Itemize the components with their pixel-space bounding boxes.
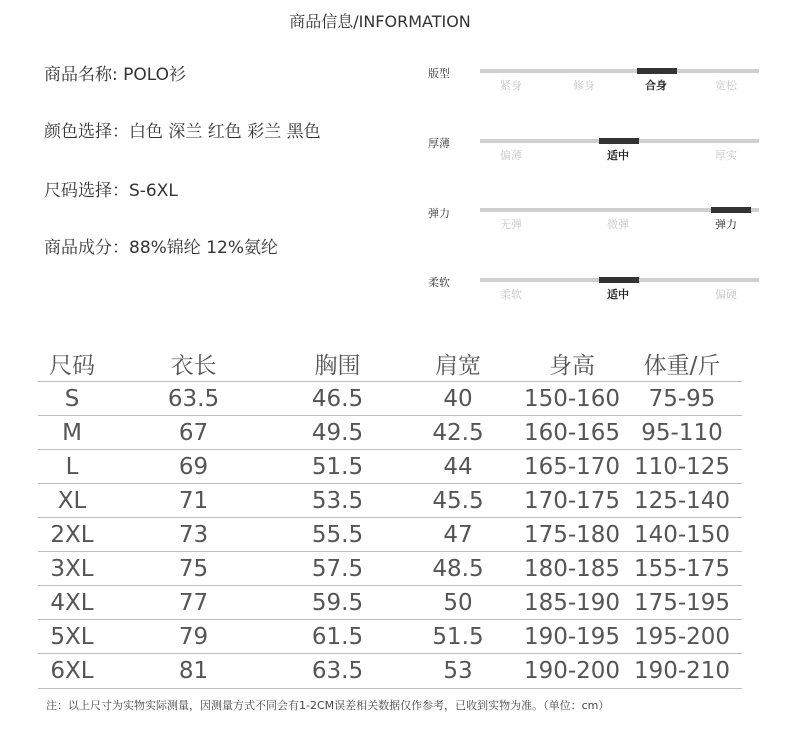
table-cell: 75 xyxy=(106,552,281,586)
table-cell: 75-95 xyxy=(622,382,742,416)
scale-option-selected: 弹力 xyxy=(715,218,737,231)
table-cell: 44 xyxy=(394,450,522,484)
header-size: 尺码 xyxy=(38,346,106,382)
table-cell: 81 xyxy=(178,657,209,684)
table-cell: 185-190 xyxy=(522,586,622,620)
header-length: 衣长 xyxy=(106,346,281,382)
scale-option: 柔软 xyxy=(500,288,522,301)
table-cell: 40 xyxy=(394,382,522,416)
scale-label-thickness: 厚薄 xyxy=(428,137,450,150)
scale-option: 微弹 xyxy=(607,218,629,231)
table-row xyxy=(38,586,742,620)
table-cell: 79 xyxy=(106,620,281,654)
table-cell: 67 xyxy=(106,416,281,450)
table-cell: 175-180 xyxy=(522,518,622,552)
scale-option-selected: 适中 xyxy=(607,288,629,301)
table-cell: 160-165 xyxy=(522,416,622,450)
table-header-row xyxy=(38,346,742,382)
size-range: 尺码选择：S-6XL xyxy=(44,181,178,201)
table-cell: 57.5 xyxy=(281,552,394,586)
table-cell: 175-195 xyxy=(622,586,742,620)
product-name: 商品名称: POLO衫 xyxy=(44,65,187,85)
table-cell: 48.5 xyxy=(394,552,522,586)
header-chest: 胸围 xyxy=(281,346,394,382)
scale-option: 紧身 xyxy=(500,79,522,92)
scale-option: 无弹 xyxy=(500,218,522,231)
table-cell: 53.5 xyxy=(281,484,394,518)
table-cell: L xyxy=(38,450,106,484)
table-cell: 2XL xyxy=(38,518,106,552)
material-composition: 商品成分：88%锦纶 12%氨纶 xyxy=(44,238,278,258)
table-cell: 51.5 xyxy=(281,450,394,484)
table-cell: 46.5 xyxy=(281,382,394,416)
table-cell: 125-140 xyxy=(622,484,742,518)
table-row xyxy=(38,450,742,484)
header-weight: 体重/斤 xyxy=(622,346,742,382)
table-cell: M xyxy=(38,416,106,450)
table-cell: 110-125 xyxy=(622,450,742,484)
table-cell: 42.5 xyxy=(394,416,522,450)
table-cell: 155-175 xyxy=(622,552,742,586)
scale-marker-stretch xyxy=(711,207,751,213)
scale-marker-fit xyxy=(637,68,677,74)
table-cell: 55.5 xyxy=(281,518,394,552)
page-title: 商品信息/INFORMATION xyxy=(289,12,471,31)
scale-marker-softness xyxy=(599,277,639,283)
table-cell: 190-200 xyxy=(523,657,621,684)
scale-label-stretch: 弹力 xyxy=(428,207,450,220)
measurement-note: 注：以上尺寸为实物实际测量，因测量方式不同会有1-2CM误差相关数据仅作参考，已收到实物为准。（单位：cm） xyxy=(46,699,610,712)
table-cell: 53 xyxy=(443,657,473,684)
header-height: 身高 xyxy=(522,346,622,382)
table-cell: 4XL xyxy=(38,586,106,620)
scale-option: 宽松 xyxy=(715,79,737,92)
scale-label-fit: 版型 xyxy=(428,67,450,80)
table-cell: 69 xyxy=(106,450,281,484)
table-cell: 73 xyxy=(106,518,281,552)
table-cell: 6XL xyxy=(50,657,94,684)
table-cell: 165-170 xyxy=(522,450,622,484)
table-cell: 190-195 xyxy=(522,620,622,654)
table-row xyxy=(38,620,742,654)
table-cell: 77 xyxy=(106,586,281,620)
table-row xyxy=(38,416,742,450)
table-row xyxy=(38,484,742,518)
scale-option-selected: 适中 xyxy=(607,149,629,162)
scale-track-fit xyxy=(480,69,759,73)
table-cell: 195-200 xyxy=(622,620,742,654)
table-cell: 63.5 xyxy=(106,382,281,416)
scale-option: 厚实 xyxy=(715,149,737,162)
table-cell: 150-160 xyxy=(522,382,622,416)
table-row xyxy=(38,518,742,552)
table-cell: 180-185 xyxy=(522,552,622,586)
color-options: 颜色选择：白色 深兰 红色 彩兰 黑色 xyxy=(44,122,321,142)
scale-option: 偏硬 xyxy=(715,288,737,301)
table-cell: XL xyxy=(38,484,106,518)
table-cell: 5XL xyxy=(38,620,106,654)
table-cell: 3XL xyxy=(38,552,106,586)
table-cell: 190-210 xyxy=(633,657,731,684)
table-cell: 50 xyxy=(394,586,522,620)
table-cell: 47 xyxy=(394,518,522,552)
size-chart-table xyxy=(38,346,742,687)
footer-divider xyxy=(38,688,742,689)
scale-option: 修身 xyxy=(573,79,595,92)
table-row xyxy=(38,552,742,586)
scale-option-selected: 合身 xyxy=(645,79,667,92)
scale-marker-thickness xyxy=(599,138,639,144)
table-row xyxy=(38,654,742,688)
table-cell: 95-110 xyxy=(622,416,742,450)
table-cell: 61.5 xyxy=(281,620,394,654)
scale-option: 偏薄 xyxy=(500,149,522,162)
table-cell: 49.5 xyxy=(281,416,394,450)
table-row xyxy=(38,382,742,416)
scale-label-softness: 柔软 xyxy=(428,276,450,289)
table-cell: 45.5 xyxy=(394,484,522,518)
table-cell: 51.5 xyxy=(394,620,522,654)
table-cell: 59.5 xyxy=(281,586,394,620)
table-cell: S xyxy=(38,382,106,416)
table-cell: 170-175 xyxy=(522,484,622,518)
table-cell: 140-150 xyxy=(622,518,742,552)
table-cell: 71 xyxy=(106,484,281,518)
header-shoulder: 肩宽 xyxy=(394,346,522,382)
table-cell: 63.5 xyxy=(311,657,364,684)
